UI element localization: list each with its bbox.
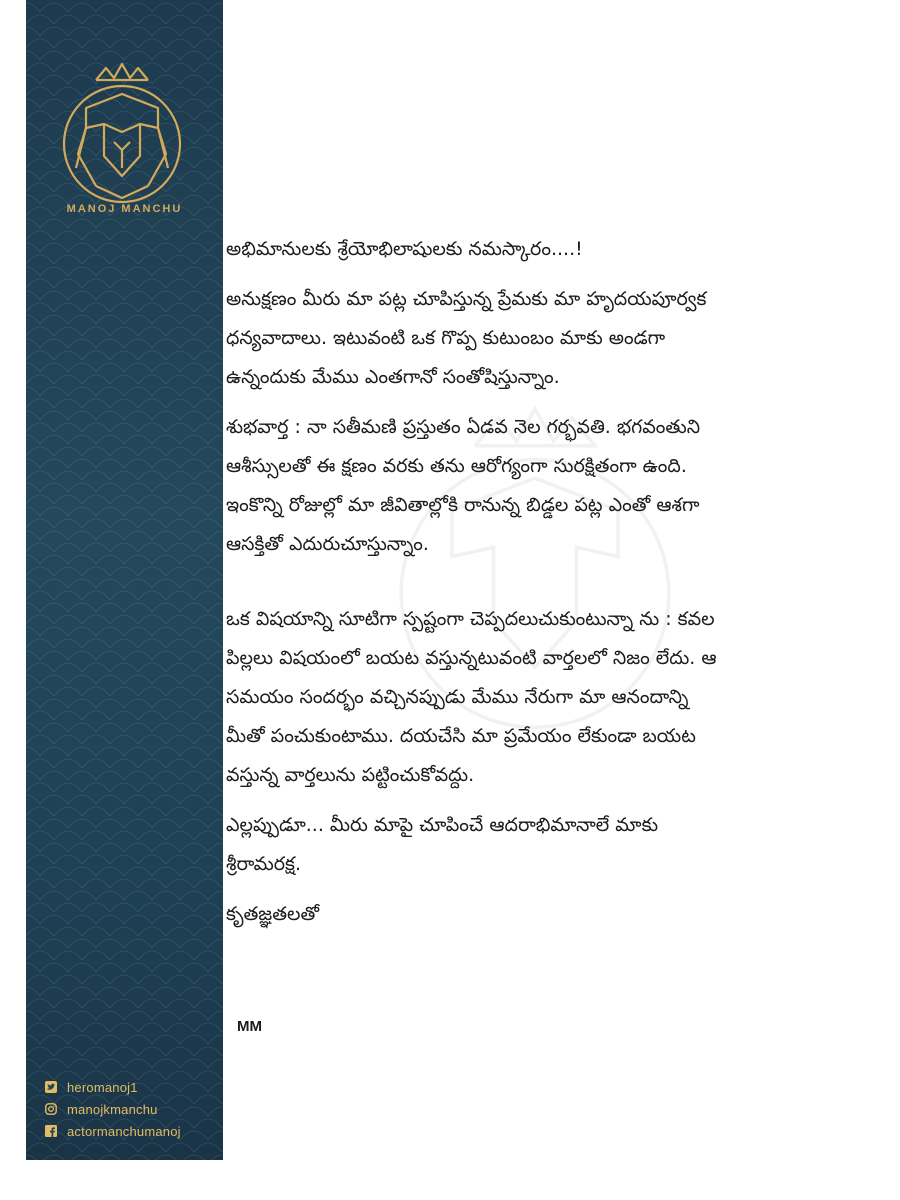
twitter-handle: heromanoj1: [67, 1079, 138, 1095]
signature: MM: [237, 1018, 262, 1035]
text-line: పిల్లలు విషయంలో బయట వస్తున్నటువంటి వార్తలలో నిజం లేదు. ఆ: [226, 647, 717, 669]
social-instagram[interactable]: [45, 1098, 220, 1120]
text-line: ఆసక్తితో ఎదురుచూస్తున్నాం.: [226, 533, 429, 555]
text-line: ఉన్నందుకు మేము ఎంతగానో సంతోషిస్తున్నాం.: [226, 366, 560, 388]
text-line: ఒక విషయాన్ని సూటిగా స్పష్టంగా చెప్పదలుచుకుంటున్నా ను : కవల: [226, 608, 715, 630]
paragraph-gratitude: [226, 280, 876, 397]
instagram-handle: manojkmanchu: [67, 1101, 158, 1117]
text-line: వస్తున్న వార్తలును పట్టించుకోవద్దు.: [226, 764, 475, 786]
lion-crown-logo-icon: [56, 58, 188, 214]
text-line: ఆశీస్సులతో ఈ క్షణం వరకు తను ఆరోగ్యంగా సురక్షితంగా ఉంది.: [226, 455, 687, 477]
social-facebook[interactable]: [45, 1120, 220, 1142]
facebook-icon: [45, 1125, 57, 1137]
text-line: శ్రీరామరక్ష.: [226, 853, 301, 875]
social-twitter[interactable]: [45, 1076, 220, 1098]
text-line: మీతో పంచుకుంటాము. దయచేసి మా ప్రమేయం లేకుండా బయట: [226, 725, 696, 747]
brand-name: MANOJ MANCHU: [66, 203, 183, 215]
closing-line: కృతజ్ఞతలతో: [226, 903, 319, 925]
paragraph-blessing: [226, 806, 876, 884]
social-links: [45, 1076, 220, 1142]
text-line: సమయం సందర్భం వచ్చినప్పుడు మేము నేరుగా మా ఆనందాన్ని: [226, 686, 689, 708]
paragraph-clarification: [226, 600, 876, 795]
text-line: అనుక్షణం మీరు మా పట్ల చూపిస్తున్న ప్రేమకు మా హృదయపూర్వక: [226, 288, 707, 310]
text-line: ఎల్లప్పుడూ... మీరు మాపై చూపించే ఆదరాభిమానాలే మాకు: [226, 814, 659, 836]
paragraph-good-news: [226, 408, 876, 564]
salutation: అభిమానులకు శ్రేయోభిలాషులకు నమస్కారం....!: [226, 238, 583, 260]
text-line: ఇంకొన్ని రోజుల్లో మా జీవితాల్లోకి రానున్న బిడ్డల పట్ల ఎంతో ఆశగా: [226, 494, 700, 516]
instagram-icon: [45, 1103, 57, 1115]
letter-body: [226, 230, 876, 934]
facebook-handle: actormanchumanoj: [67, 1123, 181, 1139]
text-line: ధన్యవాదాలు. ఇటువంటి ఒక గొప్ప కుటుంబం మాకు అండగా: [226, 327, 666, 349]
twitter-icon: [45, 1081, 57, 1093]
text-line: శుభవార్త : నా సతీమణి ప్రస్తుతం ఏడవ నెల గర్భవతి. భగవంతుని: [226, 416, 701, 438]
